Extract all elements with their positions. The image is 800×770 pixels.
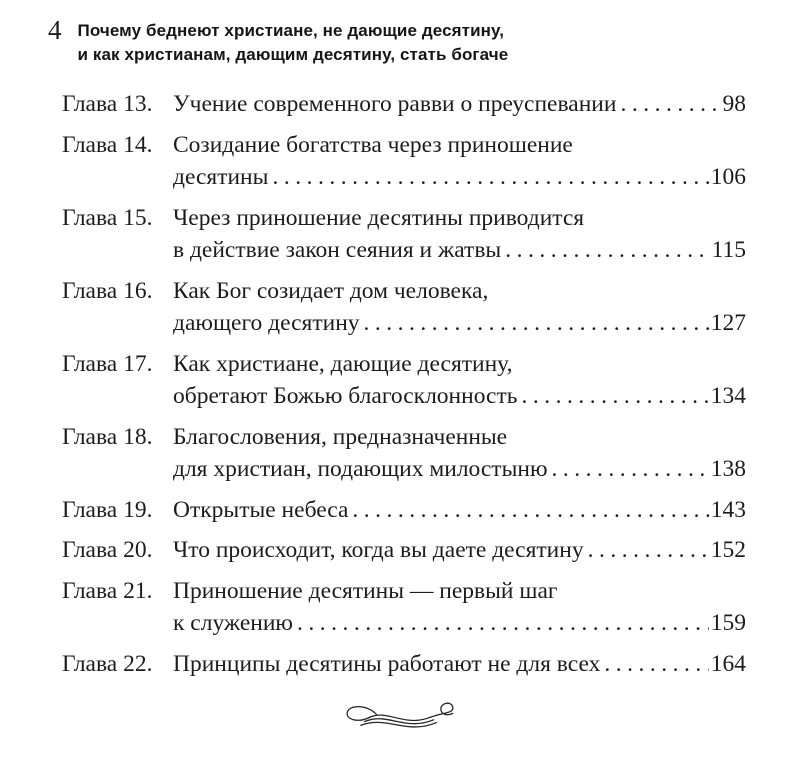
- toc-entry: [62, 88, 746, 121]
- toc-line: [173, 88, 746, 121]
- chapter-title-text: для христиан, подающих милостыню: [173, 456, 548, 482]
- page-number-value: 138: [710, 456, 746, 482]
- toc-line: [173, 648, 746, 681]
- toc-list: [62, 88, 746, 688]
- page-number-value: 106: [710, 164, 746, 190]
- page-number-value: 134: [710, 383, 746, 409]
- chapter-label: Глава 20.: [62, 537, 153, 563]
- page-number-value: 98: [722, 91, 746, 117]
- toc-entry: [62, 494, 746, 527]
- toc-entry: [62, 129, 746, 194]
- dot-leader: [272, 161, 708, 194]
- dot-leader: [364, 307, 709, 340]
- dot-leader: [620, 88, 720, 121]
- dot-leader: [505, 234, 709, 267]
- page-number-value: 152: [710, 537, 746, 563]
- chapter-title-text: в действие закон сеяния и жатвы: [173, 237, 502, 263]
- chapter-label: Глава 22.: [62, 650, 153, 677]
- chapter-label: Глава 13.: [62, 91, 153, 117]
- toc-entry-body: [173, 575, 746, 640]
- toc-line: [173, 161, 746, 194]
- dot-leader: [604, 648, 708, 681]
- running-header: [48, 15, 760, 66]
- toc-entry: [62, 275, 746, 340]
- chapter-title-text: Приношение десятины — первый шаг: [173, 577, 558, 604]
- toc-entry-body: [173, 534, 746, 567]
- chapter-title-text: Что происходит, когда вы даете десятину: [173, 537, 584, 563]
- dot-leader: [552, 453, 709, 486]
- page-number-value: 164: [710, 650, 746, 677]
- toc-entry: [62, 575, 746, 640]
- chapter-label: Глава 19.: [62, 496, 153, 523]
- toc-line: [173, 307, 746, 340]
- chapter-title-text: Благословения, предназначенные: [173, 423, 508, 450]
- chapter-title-text: дающего десятину: [173, 310, 360, 336]
- chapter-label: Глава 18.: [62, 423, 153, 450]
- toc-entry-body: [173, 275, 746, 340]
- chapter-label: Глава 17.: [62, 350, 153, 377]
- toc-entry-body: [173, 129, 746, 194]
- dot-leader: [588, 534, 709, 567]
- toc-line: [173, 202, 746, 235]
- running-title-line1: Почему беднеют христиане, не дающие десятину,: [77, 21, 505, 40]
- toc-entry-body: [173, 494, 746, 527]
- toc-entry-body: [173, 88, 746, 121]
- chapter-label: Глава 21.: [62, 577, 153, 604]
- chapter-title-text: Через приношение десятины приводится: [173, 204, 585, 231]
- toc-line: [173, 234, 746, 267]
- toc-line: [173, 453, 746, 486]
- dot-leader: [297, 607, 709, 640]
- toc-line: [173, 275, 746, 308]
- chapter-title-text: Как Бог созидает дом человека,: [173, 277, 489, 304]
- chapter-label: Глава 16.: [62, 277, 153, 304]
- toc-entry-body: [173, 648, 746, 681]
- chapter-title-text: обретают Божью благосклонность: [173, 383, 518, 409]
- chapter-title-text: Созидание богатства через приношение: [173, 131, 573, 158]
- folio-page-number: 4: [48, 15, 62, 45]
- toc-entry-body: [173, 421, 746, 486]
- toc-line: [173, 607, 746, 640]
- dot-leader: [521, 380, 708, 413]
- toc-line: [173, 129, 746, 162]
- toc-line: [173, 348, 746, 381]
- toc-line: [173, 494, 746, 527]
- flourish-ornament: [340, 696, 460, 745]
- toc-entry-body: [173, 202, 746, 267]
- running-title: [78, 15, 509, 66]
- page-number-value: 143: [710, 496, 746, 523]
- toc-entry: [62, 202, 746, 267]
- page-number-value: 115: [711, 237, 746, 263]
- flourish-icon: [340, 696, 460, 740]
- chapter-title-text: Принципы десятины работают не для всех: [173, 650, 601, 677]
- toc-entry: [62, 348, 746, 413]
- toc-entry: [62, 534, 746, 567]
- toc-line: [173, 534, 746, 567]
- toc-entry: [62, 421, 746, 486]
- page-number-value: 127: [710, 310, 746, 336]
- chapter-title-text: десятины: [173, 164, 269, 190]
- page-number-value: 159: [710, 610, 746, 636]
- chapter-label: Глава 15.: [62, 204, 153, 231]
- chapter-title-text: Открытые небеса: [173, 496, 349, 523]
- toc-line: [173, 421, 746, 454]
- toc-line: [173, 380, 746, 413]
- toc-entry-body: [173, 348, 746, 413]
- dot-leader: [352, 494, 708, 527]
- chapter-title-text: к служению: [173, 610, 293, 636]
- chapter-title-text: Как христиане, дающие десятину,: [173, 350, 513, 377]
- chapter-title-text: Учение современного равви о преуспевании: [173, 91, 617, 117]
- chapter-label: Глава 14.: [62, 131, 153, 158]
- toc-entry: [62, 648, 746, 681]
- toc-line: [173, 575, 746, 608]
- running-title-line2: и как христианам, дающим десятину, стать богаче: [77, 44, 509, 64]
